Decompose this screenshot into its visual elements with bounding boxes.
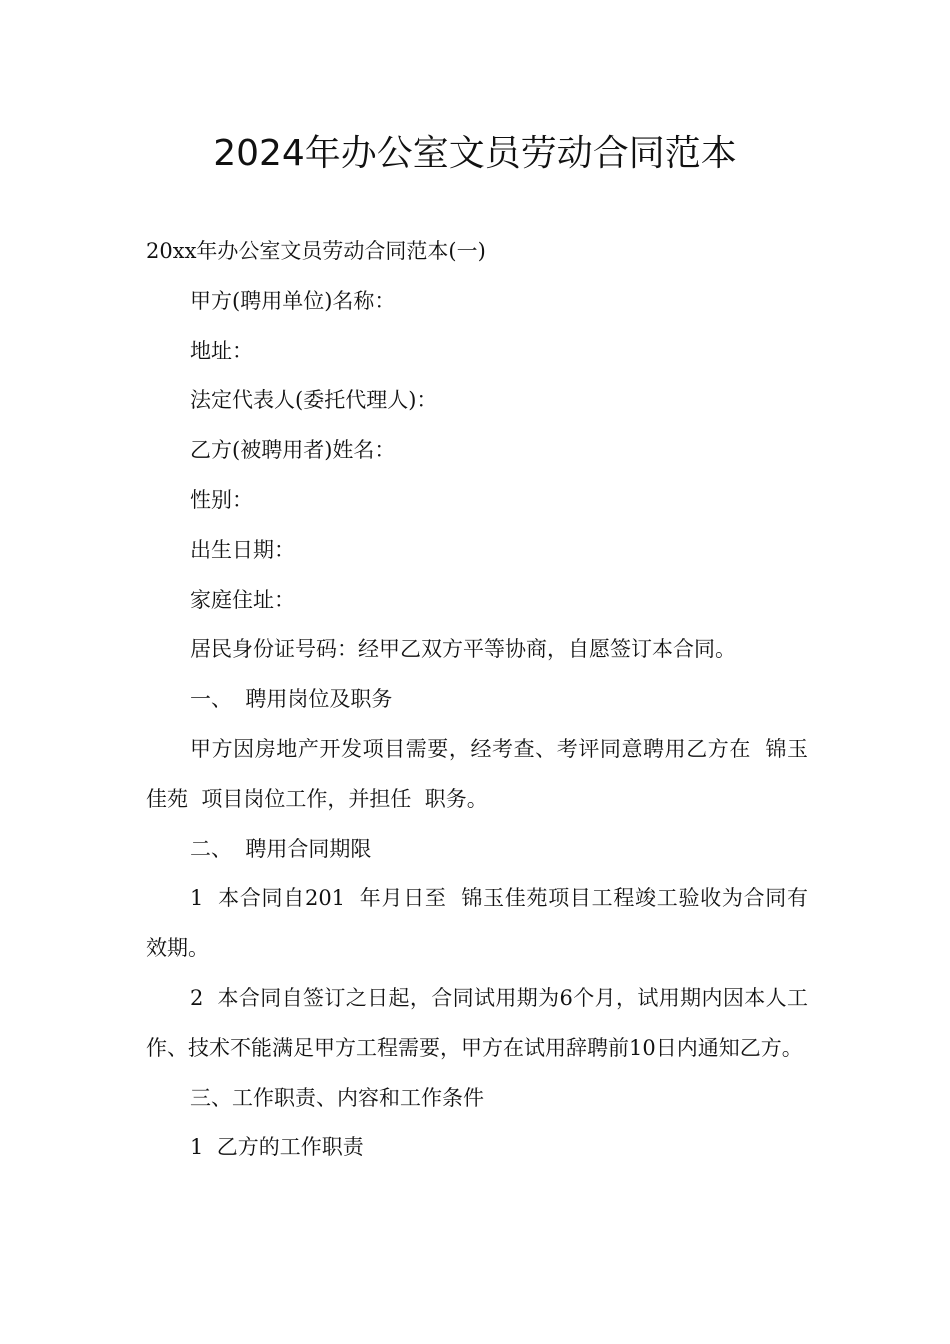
gender-field: 性别： xyxy=(190,487,253,512)
id-number-paragraph: 居民身份证号码：经甲乙双方平等协商，自愿签订本合同。 xyxy=(190,637,736,662)
section-1-paragraph: 甲方因房地产开发项目需要，经考查、考评同意聘用乙方在 锦玉佳苑 项目岗位工作，并担任 职务。 xyxy=(146,736,808,811)
birth-date-field: 出生日期： xyxy=(190,537,295,562)
section-heading-1: 一、 聘用岗位及职务 xyxy=(190,687,393,712)
party-b-name-field: 乙方(被聘用者)姓名： xyxy=(190,438,396,463)
document-body xyxy=(146,227,808,1173)
section-heading-3: 三、工作职责、内容和工作条件 xyxy=(190,1085,484,1110)
section-heading-2: 二、 聘用合同期限 xyxy=(190,836,372,861)
address-field: 地址： xyxy=(190,338,253,363)
section-2-clause-1: 1 本合同自201 年月日至 锦玉佳苑项目工程竣工验收为合同有效期。 xyxy=(146,886,808,961)
section-3-clause-1: 1 乙方的工作职责 xyxy=(190,1135,364,1160)
legal-representative-field: 法定代表人(委托代理人)： xyxy=(190,388,438,413)
party-a-name-field: 甲方(聘用单位)名称： xyxy=(190,288,396,313)
contract-subtitle: 20xx年办公室文员劳动合同范本(一) xyxy=(146,239,486,263)
document-title: 2024年办公室文员劳动合同范本 xyxy=(213,133,737,174)
home-address-field: 家庭住址： xyxy=(190,587,295,612)
section-2-clause-2: 2 本合同自签订之日起，合同试用期为6个月，试用期内因本人工作、技术不能满足甲方工程需要，甲方在试用辞聘前10日内通知乙方。 xyxy=(146,985,808,1060)
